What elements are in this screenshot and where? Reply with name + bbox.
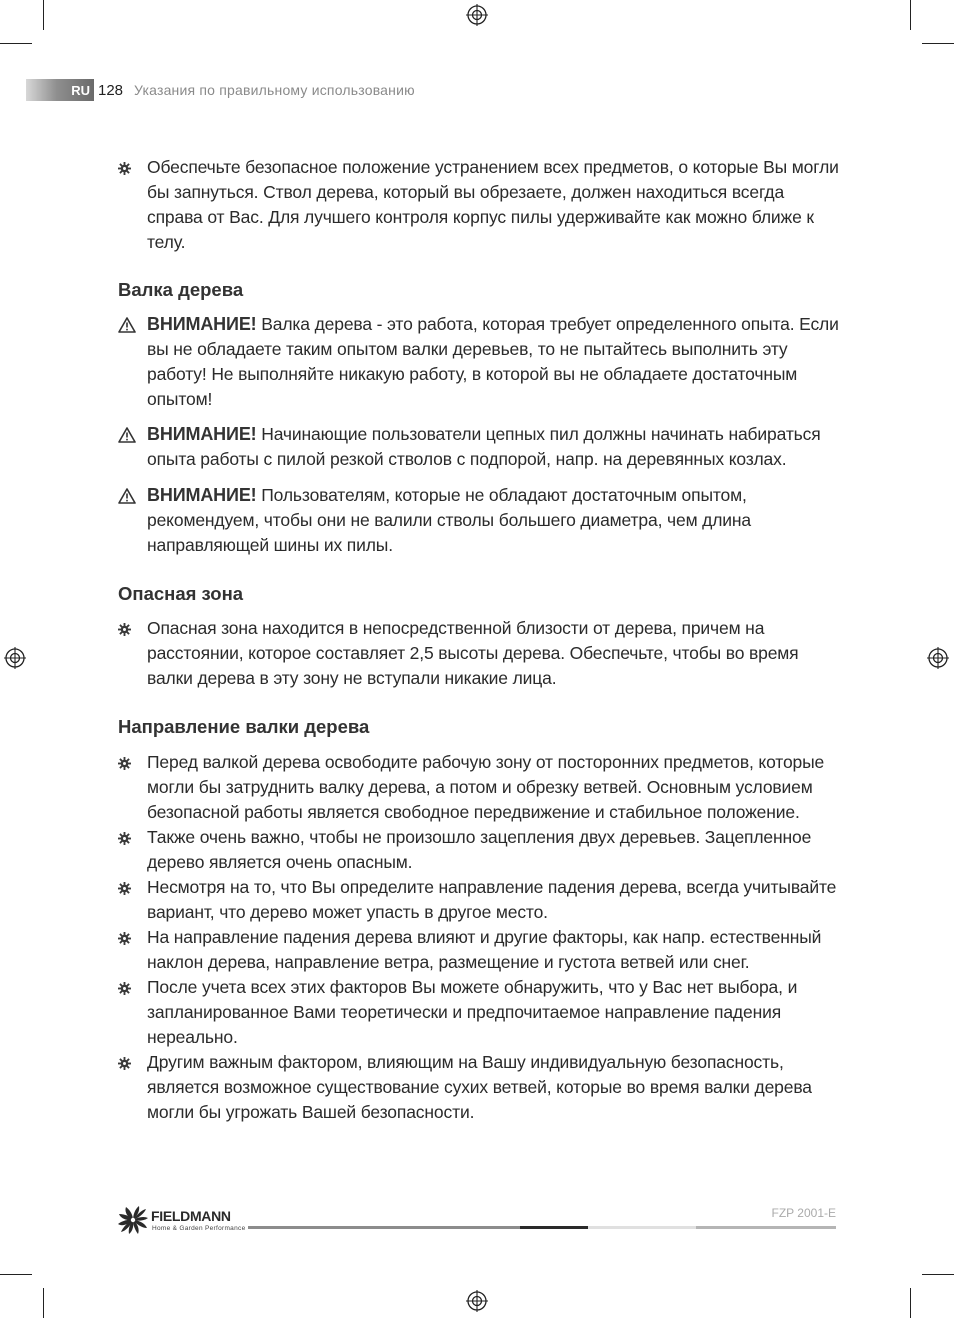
warning-label: ВНИМАНИЕ!: [147, 485, 257, 505]
bullet-text: Перед валкой дерева освободите рабочую зону от посторонних предметов, которые могли бы затруднить валку дерева, а потом и обрезку ветвей. Основным условием безопасной работы является свободное передвижение и стабильное положение.: [147, 752, 825, 822]
gear-bullet-icon: [118, 832, 131, 845]
list-item: [118, 155, 840, 255]
list-item: [118, 825, 840, 875]
bullet-text: После учета всех этих факторов Вы можете обнаружить, что у Вас нет выбора, и запланированное Вами теоретически и предпочитаемое направление падения нереально.: [147, 977, 798, 1047]
fieldmann-leaf-icon: [118, 1206, 148, 1234]
bullet-text: На направление падения дерева влияют и другие факторы, как напр. естественный наклон дерева, направление ветра, размещение и густота ветвей или снег.: [147, 927, 822, 972]
gear-bullet-icon: [118, 162, 131, 175]
footer-rule: [696, 1226, 836, 1229]
bullet-text: Обеспечьте безопасное положение устранением всех предметов, о которые Вы могли бы запнуться. Ствол дерева, который вы обрезаете, должен находиться всегда справа от Вас. Для лучшего контроля корпус пилы удерживайте как можно ближе к телу.: [147, 157, 839, 252]
warning-item: [118, 312, 840, 412]
registration-mark-icon: [927, 647, 949, 669]
bullet-text: Опасная зона находится в непосредственной близости от дерева, причем на расстоянии, которое составляет 2,5 высоты дерева. Обеспечьте, чтобы во время валки дерева в эту зону не вступали никакие лица.: [147, 618, 799, 688]
crop-mark: [910, 1288, 911, 1318]
footer-rule: [520, 1226, 588, 1229]
registration-mark-icon: [466, 4, 488, 26]
bullet-text: Также очень важно, чтобы не произошло зацепления двух деревьев. Зацепленное дерево является очень опасным.: [147, 827, 812, 872]
page-content: [118, 155, 840, 1125]
crop-mark: [910, 0, 911, 30]
list-item: [118, 1050, 840, 1125]
section-title: Указания по правильному использованию: [134, 82, 415, 98]
list-item: [118, 975, 840, 1050]
gear-bullet-icon: [118, 882, 131, 895]
list-item: [118, 925, 840, 975]
brand-tagline: Home & Garden Performance: [152, 1225, 246, 1232]
gear-bullet-icon: [118, 757, 131, 770]
registration-mark-icon: [466, 1290, 488, 1312]
registration-mark-icon: [4, 647, 26, 669]
brand-logo: [118, 1206, 248, 1236]
page-header: [26, 79, 415, 101]
warning-text: Пользователям, которые не обладают достаточным опытом, рекомендуем, чтобы они не валили стволы большего диаметра, чем длина направляющей шины их пилы.: [147, 485, 752, 555]
warning-item: [118, 422, 840, 472]
crop-mark: [0, 1274, 32, 1275]
gear-bullet-icon: [118, 1057, 131, 1070]
footer-rule: [248, 1226, 520, 1229]
language-badge: RU: [26, 79, 94, 101]
warning-triangle-icon: [118, 488, 136, 504]
heading-felling-direction: Направление валки дерева: [118, 716, 370, 737]
gear-bullet-icon: [118, 932, 131, 945]
heading-danger-zone: Опасная зона: [118, 583, 244, 604]
warning-item: [118, 483, 840, 558]
page-number: 128: [94, 79, 126, 101]
warning-label: ВНИМАНИЕ!: [147, 314, 257, 334]
warning-label: ВНИМАНИЕ!: [147, 424, 257, 444]
model-number: FZP 2001-E: [771, 1206, 836, 1220]
brand-name: FIELDMANN: [151, 1208, 231, 1224]
crop-mark: [922, 43, 954, 44]
warning-triangle-icon: [118, 317, 136, 333]
gear-bullet-icon: [118, 982, 131, 995]
crop-mark: [922, 1274, 954, 1275]
warning-triangle-icon: [118, 427, 136, 443]
crop-mark: [0, 43, 32, 44]
crop-mark: [43, 0, 44, 30]
heading-felling: Валка дерева: [118, 279, 244, 300]
gear-bullet-icon: [118, 623, 131, 636]
warning-text: Начинающие пользователи цепных пил должны начинать набираться опыта работы с пилой резкой стволов с подпорой, напр. на деревянных козлах.: [147, 424, 821, 469]
list-item: [118, 875, 840, 925]
list-item: [118, 616, 840, 691]
bullet-text: Другим важным фактором, влияющим на Вашу индивидуальную безопасность, является возможное существование сухих ветвей, которые во время валки дерева могли бы угрожать Вашей безопасности.: [147, 1052, 812, 1122]
footer-rule: [588, 1226, 696, 1229]
crop-mark: [43, 1288, 44, 1318]
list-item: [118, 750, 840, 825]
bullet-text: Несмотря на то, что Вы определите направление падения дерева, всегда учитывайте вариант, что дерево может упасть в другое место.: [147, 877, 837, 922]
warning-text: Валка дерева - это работа, которая требует определенного опыта. Если вы не обладаете таким опытом валки деревьев, то не пытайтесь выполнить эту работу! Не выполняйте никакую работу, в которой вы не обладаете достаточным опытом!: [147, 314, 839, 409]
